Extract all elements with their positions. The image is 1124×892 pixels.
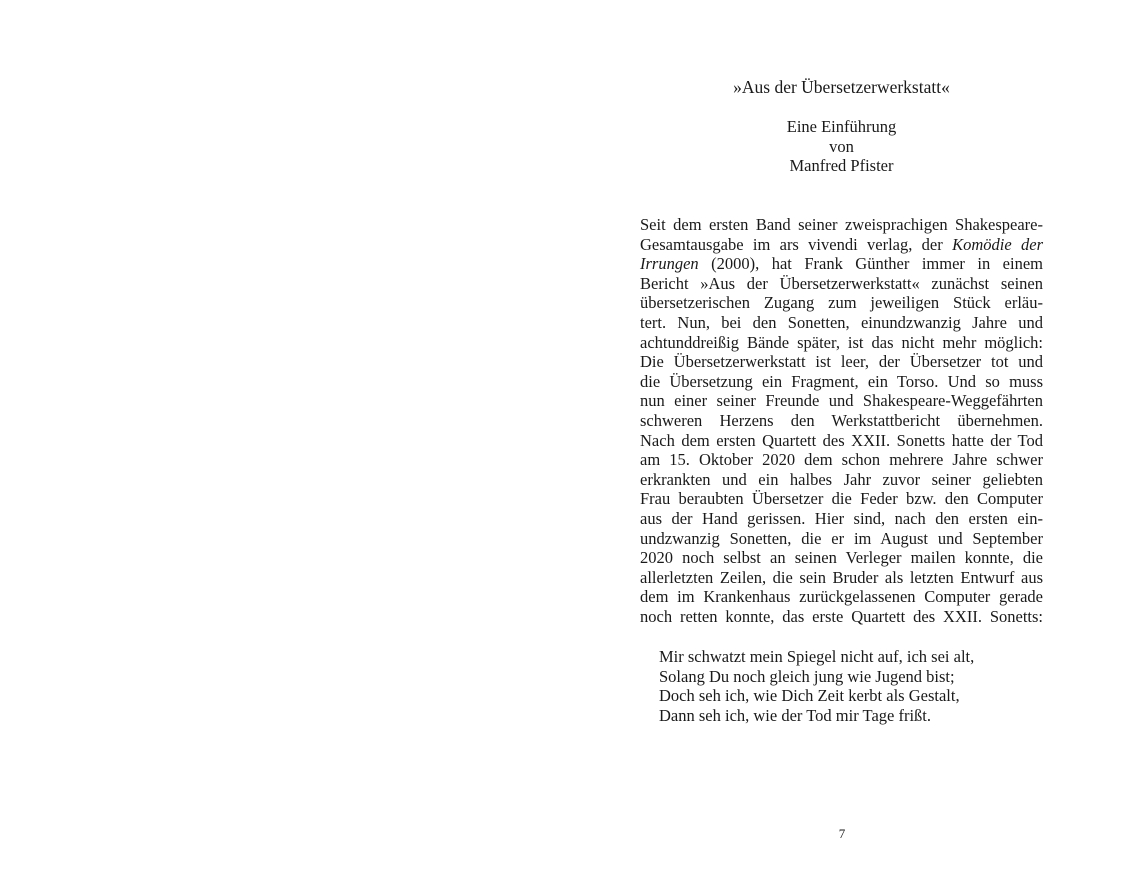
italic-title-text: Irrungen: [640, 254, 699, 274]
body-text-run: Die Übersetzerwerkstatt ist leer, der Übersetzer tot und: [640, 352, 1043, 372]
body-line: [640, 372, 1043, 392]
body-text-run: Frau beraubten Übersetzer die Feder bzw. den Computer: [640, 489, 1043, 509]
body-line: [640, 509, 1043, 529]
body-text-run: übersetzerischen Zugang zum jeweiligen Stück erläu-: [640, 293, 1043, 313]
right-page: [562, 0, 1124, 892]
body-text-run: erkrankten und ein halbes Jahr zuvor seiner geliebten: [640, 469, 1043, 489]
body-text-run: tert. Nun, bei den Sonetten, einundzwanzig Jahre und: [640, 312, 1043, 332]
body-text-run: undzwanzig Sonetten, die er im August und September: [640, 528, 1043, 548]
byline-line: von: [829, 136, 854, 156]
body-line: [640, 587, 1043, 607]
body-line: [640, 293, 1043, 313]
page-number: 7: [838, 826, 846, 841]
body-line: [640, 470, 1043, 490]
body-paragraph: [640, 215, 1043, 626]
byline: [640, 117, 1043, 176]
body-line: [640, 431, 1043, 451]
poem-line: Doch seh ich, wie Dich Zeit kerbt als Gestalt,: [659, 686, 960, 706]
body-text-run: noch retten konnte, das erste Quartett des XXII. Sonetts:: [640, 606, 1043, 626]
poem-line: Mir schwatzt mein Spiegel nicht auf, ich sei alt,: [659, 647, 975, 666]
body-line: [640, 235, 1043, 255]
body-text-run: achtunddreißig Bände später, ist das nicht mehr möglich:: [640, 332, 1043, 352]
body-line: [640, 333, 1043, 353]
body-line: [640, 548, 1043, 568]
body-line: [640, 254, 1043, 274]
byline-line: Eine Einführung: [786, 117, 897, 136]
body-text-run: Gesamtausgabe im ars vivendi verlag, der: [640, 234, 953, 254]
body-line: [640, 450, 1043, 470]
body-text-run: dem im Krankenhaus zurückgelassenen Computer gerade: [640, 587, 1043, 607]
body-text-run: aus der Hand gerissen. Hier sind, nach den ersten ein-: [640, 508, 1043, 528]
body-text-run: allerletzten Zeilen, die sein Bruder als letzten Entwurf aus: [640, 567, 1043, 587]
body-text-run: nun einer seiner Freunde und Shakespeare-Weggefährten: [640, 391, 1043, 411]
body-text-run: (2000), hat Frank Günther immer in einem: [698, 254, 1043, 274]
body-line: [640, 352, 1043, 372]
poem-line: Dann seh ich, wie der Tod mir Tage frißt.: [659, 705, 932, 725]
body-text-run: die Übersetzung ein Fragment, ein Torso. Und so muss: [640, 371, 1043, 391]
body-text-run: schweren Herzens den Werkstattbericht übernehmen.: [640, 410, 1043, 430]
body-text-run: Nach dem ersten Quartett des XXII. Sonetts hatte der Tod: [640, 430, 1043, 450]
body-line: [640, 489, 1043, 509]
body-line: [640, 313, 1043, 333]
body-line: [640, 529, 1043, 549]
body-line: [640, 391, 1043, 411]
italic-title-text: Komödie der: [952, 234, 1043, 254]
body-line: [640, 568, 1043, 588]
body-line: [640, 274, 1043, 294]
poem-line: Solang Du noch gleich jung wie Jugend bist;: [659, 666, 955, 686]
body-text-run: Bericht »Aus der Übersetzerwerkstatt« zunächst seinen: [640, 273, 1043, 293]
body-line: [640, 215, 1043, 235]
body-line: [640, 411, 1043, 431]
body-text-run: 2020 noch selbst an seinen Verleger mailen konnte, die: [640, 548, 1043, 568]
body-text-run: am 15. Oktober 2020 dem schon mehrere Jahre schwer: [640, 450, 1043, 470]
chapter-title: »Aus der Übersetzerwerkstatt«: [733, 77, 950, 97]
sonnet-quatrain: [659, 647, 974, 725]
body-text-run: Seit dem ersten Band seiner zweisprachigen Shakespeare-: [640, 215, 1043, 234]
body-line: [640, 607, 1043, 627]
byline-author: Manfred Pfister: [789, 156, 894, 176]
